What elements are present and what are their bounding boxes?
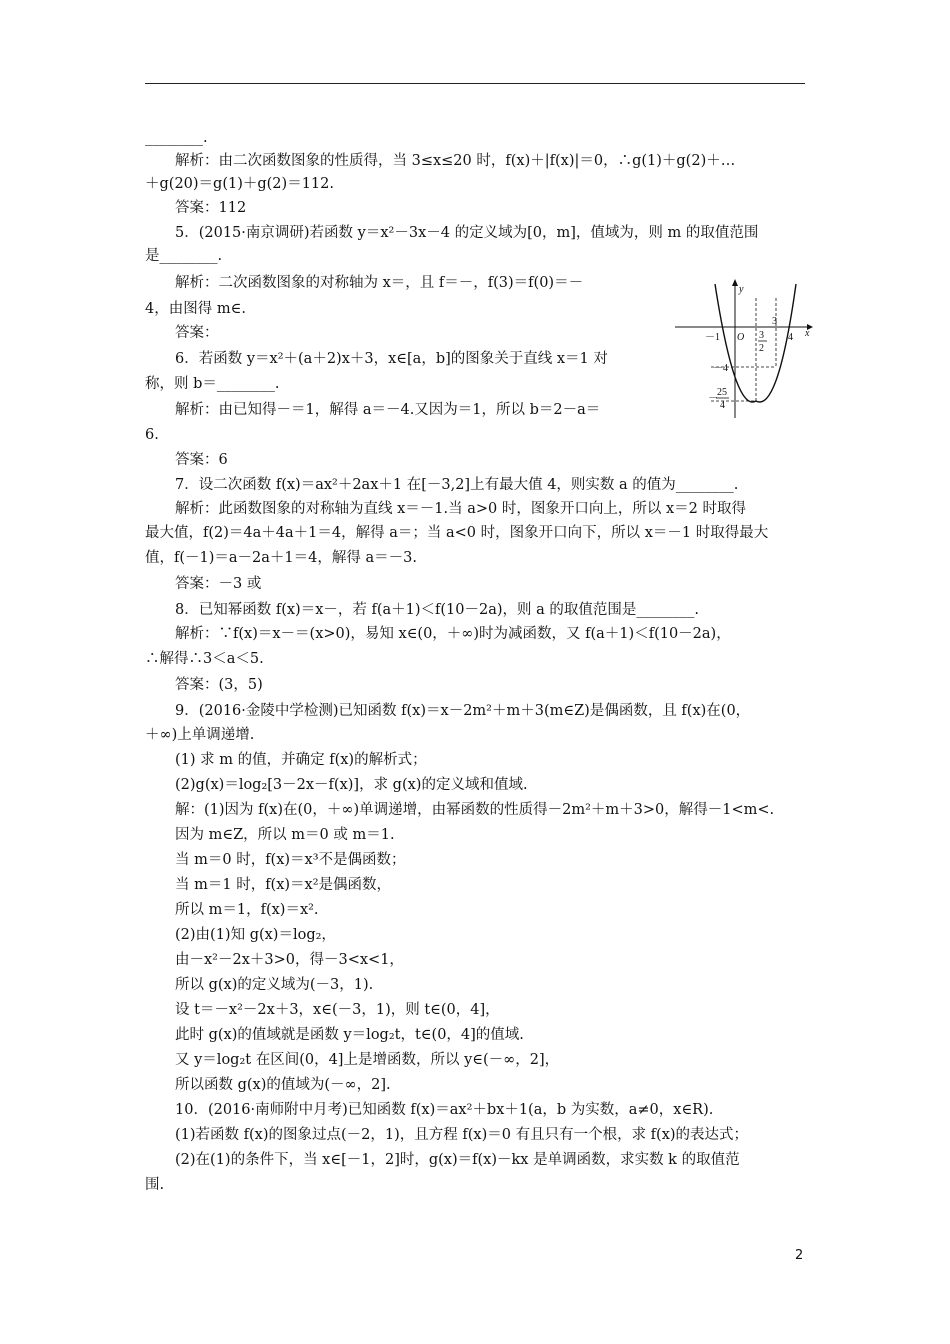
- text-line: 解析：此函数图象的对称轴为直线 x＝－1.当 a>0 时，图象开口向上，所以 x＝2 时取得: [175, 501, 746, 517]
- text-line: 答案：(3，5): [175, 677, 263, 693]
- text-line: 称，则 b＝________.: [145, 376, 280, 392]
- x-axis-label: x: [805, 328, 810, 339]
- tick-label: －: [708, 393, 718, 404]
- text-line: (1) 求 m 的值，并确定 f(x)的解析式；: [175, 752, 427, 768]
- text-line: 围.: [145, 1177, 165, 1193]
- text-line: 所以函数 g(x)的值域为(－∞，2].: [175, 1077, 391, 1093]
- text-line: 8．已知幂函数 f(x)＝x－，若 f(a＋1)＜f(10－2a)，则 a 的取值范围是________.: [175, 602, 700, 618]
- tick-label: 3: [759, 330, 764, 341]
- origin-label: O: [737, 332, 745, 343]
- y-axis-label: y: [739, 284, 744, 295]
- text-line: 解析：二次函数图象的对称轴为 x＝，且 f＝－，f(3)＝f(0)＝－: [175, 275, 584, 291]
- text-line: 此时 g(x)的值域就是函数 y＝log₂t，t∈(0，4]的值域.: [175, 1027, 524, 1043]
- text-line: 解析：由已知得－＝1，解得 a＝－4.又因为＝1，所以 b＝2－a＝: [175, 402, 601, 418]
- text-line: (1)若函数 f(x)的图象过点(－2，1)，且方程 f(x)＝0 有且只有一个根，求 f(x)的表达式；: [175, 1127, 749, 1143]
- tick-label: －4: [713, 363, 728, 374]
- text-line: 解：(1)因为 f(x)在(0，＋∞)单调递增，由幂函数的性质得－2m²＋m＋3>0，解得－1<m<.: [175, 802, 775, 818]
- text-line: 4，由图得 m∈.: [145, 301, 246, 317]
- parabola-curve: [715, 284, 796, 402]
- tick-label: 25: [717, 387, 727, 398]
- text-line: ∴解得∴3＜a＜5.: [145, 651, 264, 667]
- page-number: 2: [795, 1248, 804, 1263]
- text-line: ＋∞)上单调递增.: [145, 727, 255, 743]
- text-line: 当 m＝1 时，f(x)＝x²是偶函数，: [175, 877, 392, 893]
- text-line: 解析：∵f(x)＝x－＝(x>0)，易知 x∈(0，＋∞)时为减函数，又 f(a＋1)＜f(10－2a)，: [175, 626, 731, 642]
- text-line: 答案：－3 或: [175, 576, 262, 592]
- text-line: 所以 g(x)的定义域为(－3，1).: [175, 977, 374, 993]
- text-line: 9．(2016·金陵中学检测)已知函数 f(x)＝x－2m²＋m＋3(m∈Z)是偶函数，且 f(x)在(0，: [175, 703, 751, 719]
- text-line: 答案：112: [175, 200, 247, 216]
- text-line: 6．若函数 y＝x²＋(a＋2)x＋3，x∈[a，b]的图象关于直线 x＝1 对: [175, 351, 608, 367]
- parabola-graph: [675, 278, 815, 420]
- tick-label: 3: [772, 316, 777, 327]
- tick-label: －1: [705, 332, 720, 343]
- y-axis-arrow: [732, 279, 738, 286]
- text-line: (2)在(1)的条件下，当 x∈[－1，2]时，g(x)＝f(x)－kx 是单调函数，求实数 k 的取值范: [175, 1152, 740, 1168]
- text-line: 设 t＝－x²－2x＋3，x∈(－3，1)，则 t∈(0，4]，: [175, 1002, 500, 1018]
- tick-label: 2: [759, 343, 764, 354]
- text-line: (2)g(x)＝log₂[3－2x－f(x)]，求 g(x)的定义域和值域.: [175, 777, 528, 793]
- text-line: ________.: [145, 130, 208, 146]
- text-line: ＋g(20)＝g(1)＋g(2)＝112.: [145, 176, 334, 192]
- text-line: 6.: [145, 427, 159, 443]
- tick-label: 4: [720, 400, 725, 411]
- header-rule: [145, 83, 805, 84]
- text-line: 5．(2015·南京调研)若函数 y＝x²－3x－4 的定义域为[0，m]，值域为，则 m 的取值范围: [175, 225, 759, 241]
- text-line: 值，f(－1)＝a－2a＋1＝4，解得 a＝－3.: [145, 550, 417, 566]
- text-line: 解析：由二次函数图象的性质得，当 3≤x≤20 时，f(x)＋|f(x)|＝0，∴g(1)＋g(2)＋…: [175, 153, 736, 169]
- text-line: 最大值，f(2)＝4a＋4a＋1＝4，解得 a＝；当 a<0 时，图象开口向下，所以 x＝－1 时取得最大: [145, 525, 769, 541]
- text-line: 由－x²－2x＋3>0，得－3<x<1，: [175, 952, 404, 968]
- text-line: 当 m＝0 时，f(x)＝x³不是偶函数；: [175, 852, 406, 868]
- text-line: 答案：: [175, 325, 219, 341]
- text-line: 因为 m∈Z，所以 m＝0 或 m＝1.: [175, 827, 395, 843]
- text-line: 答案：6: [175, 452, 228, 468]
- text-line: (2)由(1)知 g(x)＝log₂，: [175, 927, 336, 943]
- text-line: 又 y＝log₂t 在区间(0，4]上是增函数，所以 y∈(－∞，2]，: [175, 1052, 560, 1068]
- text-line: 7．设二次函数 f(x)＝ax²＋2ax＋1 在[－3,2]上有最大值 4，则实数 a 的值为________.: [175, 477, 739, 493]
- text-line: 是________.: [145, 248, 223, 264]
- tick-label: 4: [788, 332, 793, 343]
- text-line: 所以 m＝1，f(x)＝x².: [175, 902, 319, 918]
- text-line: 10．(2016·南师附中月考)已知函数 f(x)＝ax²＋bx＋1(a，b 为实数，a≠0，x∈R).: [175, 1102, 714, 1118]
